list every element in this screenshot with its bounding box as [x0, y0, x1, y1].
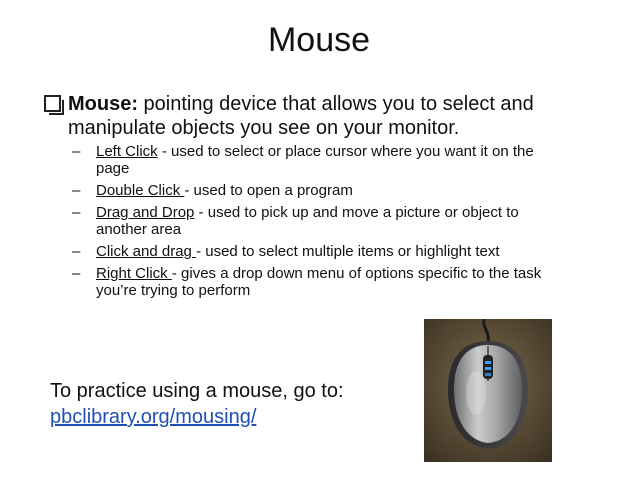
sub-bullet-term: Double Click — [96, 182, 185, 199]
practice-section — [50, 378, 430, 430]
practice-link[interactable]: pbclibrary.org/mousing/ — [50, 406, 257, 428]
main-bullet — [46, 92, 566, 140]
dash-icon: – — [72, 182, 81, 199]
sub-bullet-text: - used to select multiple items or highlight text — [196, 243, 500, 260]
computer-mouse-photo — [424, 319, 552, 462]
mouse-image — [424, 319, 552, 462]
sub-bullet-double-click — [70, 182, 570, 199]
dash-icon: – — [72, 243, 81, 260]
sub-bullet-click-and-drag — [70, 243, 570, 260]
sub-bullet-list — [70, 143, 570, 304]
sub-bullet-text: - used to pick up and move a picture or object to another area — [96, 204, 519, 238]
dash-icon: – — [72, 204, 81, 221]
main-bullet-description: pointing device that allows you to select and manipulate objects you see on your monitor. — [68, 93, 534, 139]
sub-bullet-right-click — [70, 265, 570, 299]
sub-bullet-term: Click and drag — [96, 243, 197, 260]
sub-bullet-drag-and-drop — [70, 204, 570, 238]
dash-icon: – — [72, 265, 81, 282]
slide-title: Mouse — [267, 21, 371, 59]
sub-bullet-text: - gives a drop down menu of options specific to the task you’re trying to perform — [96, 265, 542, 299]
sub-bullet-term: Left Click — [96, 143, 158, 160]
checkbox-bullet-icon — [44, 95, 61, 112]
sub-bullet-term: Drag and Drop — [96, 204, 195, 221]
dash-icon: – — [72, 143, 81, 160]
sub-bullet-text: - used to select or place cursor where you want it on the page — [96, 143, 534, 177]
main-bullet-text — [68, 92, 566, 140]
sub-bullet-text: - used to open a program — [184, 182, 353, 199]
sub-bullet-term: Right Click — [96, 265, 172, 282]
practice-text: To practice using a mouse, go to: — [50, 380, 344, 402]
sub-bullet-left-click — [70, 143, 570, 177]
main-bullet-term: Mouse: — [68, 93, 138, 115]
